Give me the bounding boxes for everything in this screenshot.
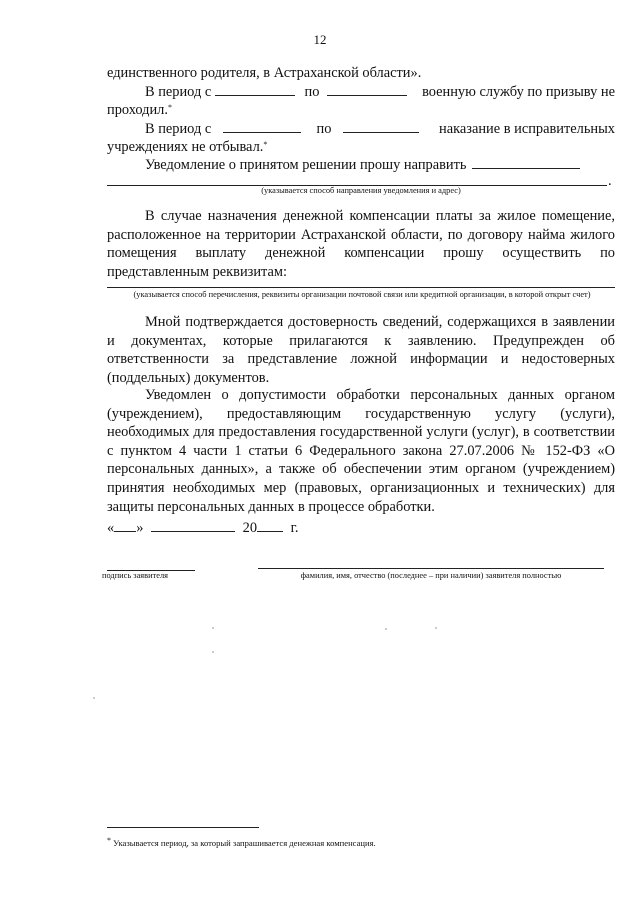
day-blank[interactable] [114, 519, 136, 532]
scan-speck [93, 697, 95, 699]
compensation-paragraph: В случае назначения денежной компенсации платы за жилое помещение, расположенное на территории Астраханской области, по договору найма жилого помещения выплату денежной компенсации прошу осуществить по представленным реквизитам: [107, 208, 615, 280]
punishment-prefix: В период с [145, 121, 212, 137]
military-suffix: военную службу по призыву не [422, 84, 615, 100]
date-close-quote: » [136, 520, 144, 536]
military-to-blank[interactable] [327, 83, 407, 96]
date-line [107, 519, 615, 537]
full-name-line[interactable] [258, 568, 604, 569]
scan-speck [212, 651, 214, 653]
scan-speck [435, 627, 437, 629]
confirmation-paragraph: Мной подтверждается достоверность сведений, содержащихся в заявлении и документах, которые прилагаются к заявлению. Предупрежден об ответственности за представление ложной информации и недостоверных (поддельных) документов. [107, 314, 615, 386]
footnote-mark: * [263, 140, 268, 149]
footnote-mark: * [107, 836, 111, 845]
military-service-line2: проходил.* [107, 102, 172, 118]
notice-end-dot: . [608, 173, 612, 189]
notice-caption: (указывается способ направления уведомления и адрес) [261, 186, 461, 195]
date-open-quote: « [107, 520, 115, 536]
notice-line [107, 156, 615, 174]
paragraph-continuation: единственного родителя, в Астраханской области». [107, 65, 422, 81]
military-service-line [107, 83, 615, 101]
punishment-suffix: наказание в исправительных [439, 121, 615, 137]
punishment-line [107, 120, 615, 138]
year-prefix: 20 [242, 520, 258, 536]
military-from-blank[interactable] [215, 83, 295, 96]
notice-text: Уведомление о принятом решении прошу направить [145, 157, 467, 173]
year-blank[interactable] [257, 519, 283, 532]
footnote-text: Указывается период, за который запрашивается денежная компенсация. [113, 838, 376, 848]
scan-speck [385, 628, 387, 630]
footnote-mark: * [167, 103, 172, 112]
notice-method-blank[interactable] [472, 156, 580, 169]
compensation-caption: (указывается способ перечисления, реквизиты организации почтовой связи или кредитной организации, в которой открыт счет) [133, 290, 591, 299]
compensation-details-line[interactable] [107, 287, 615, 288]
consent-paragraph: Уведомлен о допустимости обработки персональных данных органом (учреждением), предоставляющим государственную услугу (услуги), необходимых для предоставления государственной услуги (услуг), в соответствии с пунктом 4 части 1 статьи 6 Федерального закона 27.07.2006 № 152-ФЗ «О персональных данных», а также об обеспечении этим органом (учреждением) принятия необходимых мер (правовых, организационных и технических) для защиты персональных данных в процессе обработки. [107, 387, 615, 515]
signature-caption: подпись заявителя [102, 571, 169, 580]
scan-speck [212, 627, 214, 629]
punishment-from-blank[interactable] [223, 120, 301, 133]
year-suffix: г. [290, 520, 299, 536]
punishment-line2: учреждениях не отбывал.* [107, 139, 268, 155]
page-number: 12 [313, 32, 327, 47]
military-mid: по [304, 84, 320, 100]
punishment-to-blank[interactable] [343, 120, 419, 133]
military-prefix: В период с [145, 84, 212, 100]
footnote-separator [107, 827, 259, 828]
full-name-caption: фамилия, имя, отчество (последнее – при наличии) заявителя полностью [300, 571, 562, 580]
punishment-mid: по [316, 121, 332, 137]
month-blank[interactable] [151, 519, 235, 532]
footnote [107, 838, 376, 848]
